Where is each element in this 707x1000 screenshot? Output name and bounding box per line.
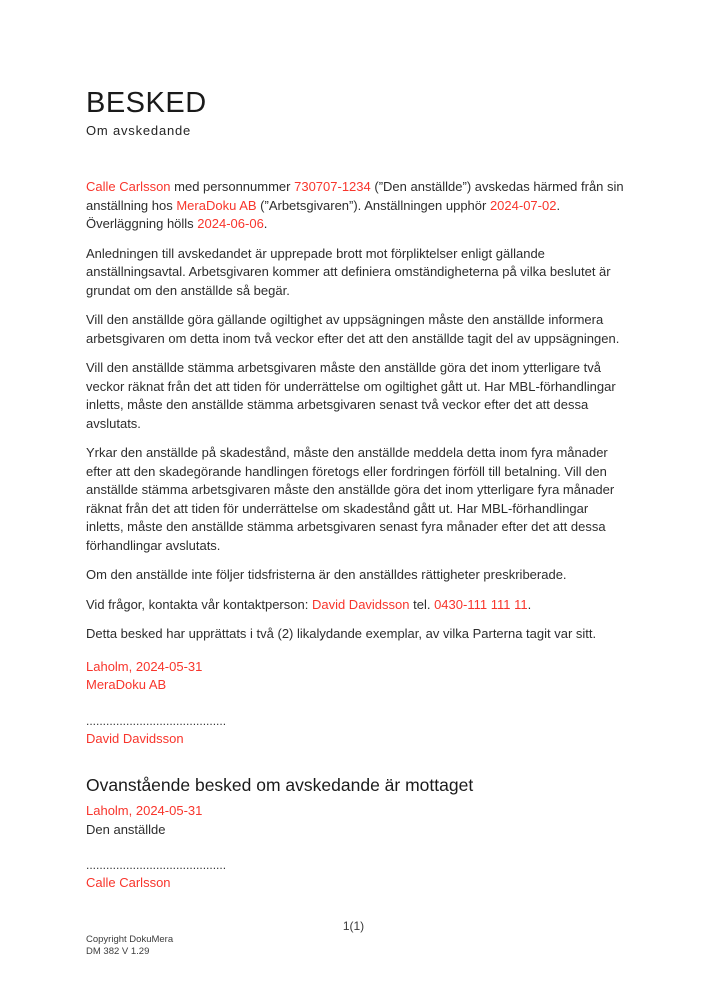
receipt-role-label: Den anställde <box>86 821 166 837</box>
text-segment: Vid frågor, kontakta vår kontaktperson: <box>86 596 312 612</box>
text-segment: . <box>527 596 532 612</box>
receipt-signatory-name: Calle Carlsson <box>86 875 171 890</box>
consultation-date: 2024-06-06 <box>197 216 264 231</box>
document-content <box>86 88 628 893</box>
page-number: 1(1) <box>342 919 365 933</box>
signature-line: .......................................... <box>86 713 227 728</box>
receipt-signature-line: .......................................... <box>86 858 227 872</box>
signatory-name: David Davidsson <box>86 730 184 746</box>
paragraph-reason: Anledningen till avskedandet är upprepade brott mot förpliktelser enligt gällande anställningsavtal. Arbetsgivaren kommer att definiera omständigheterna på vilka beslutet är grundat om den anställde så begär. <box>86 245 611 298</box>
text-segment: . <box>263 216 268 231</box>
signature-place-date: Laholm, 2024-05-31 <box>86 658 203 674</box>
text-segment: (”Arbetsgivaren”). Anställningen upphör <box>256 197 490 213</box>
personal-number: 730707-1234 <box>294 179 371 194</box>
employment-end-date: 2024-07-02 <box>489 197 557 213</box>
employer-name: MeraDoku AB <box>176 197 257 213</box>
version-line: DM 382 V 1.29 <box>86 946 150 957</box>
employer-signature-block <box>86 658 628 749</box>
paragraph-damages: Yrkar den anställde på skadestånd, måste den anställde meddela detta inom fyra månader efter att den skadegörande handlingen företogs eller fordringen förföll till betalning. Vill den anställde stämma arbetsgivaren måste den anställde göra det inom ytterligare fyra månader räknat från det att tiden för underrättelse om skadestånd gått ut. Har MBL-förhandlingar inletts, måste den anställde stämma arbetsgivaren senast fyra månader efter det att dessa förhandlingar avslutats. <box>86 445 615 553</box>
text-segment: tel. <box>409 596 435 612</box>
document-subtitle: Om avskedande <box>86 123 192 138</box>
signature-company: MeraDoku AB <box>86 677 167 692</box>
receipt-heading: Ovanstående besked om avskedande är mottaget <box>86 775 474 795</box>
paragraph-invalidity-notice: Vill den anställde göra gällande ogiltighet av uppsägningen måste den anställde informera arbetsgivaren om detta inom två veckor efter det att den anställde tagit del av uppsägningen. <box>86 312 620 346</box>
footer-copyright <box>86 934 173 958</box>
paragraph-copies: Detta besked har upprättats i två (2) likalydande exemplar, av vilka Parterna tagit var sitt. <box>86 626 597 641</box>
document-title: BESKED <box>86 87 207 119</box>
copyright-line: Copyright DokuMera <box>86 934 174 945</box>
employee-name: Calle Carlsson <box>86 179 171 194</box>
text-segment: (”Den anställde”) avskedas härmed från sin anställning hos <box>86 179 624 213</box>
text-segment: . Överläggning hölls <box>86 197 561 231</box>
paragraph-invalidity-lawsuit: Vill den anställde stämma arbetsgivaren måste den anställde göra det inom ytterligare två veckor räknat från det att tiden för underrättelse om ogiltighet gått ut. Har MBL-förhandlingar inletts, måste den anställde stämma arbetsgivaren senast två veckor efter det att dessa avslutats. <box>86 360 616 431</box>
contact-person-name: David Davidsson <box>311 596 410 612</box>
text-segment: med personnummer <box>170 179 295 194</box>
paragraph-preclusion: Om den anställde inte följer tidsfristerna är den anställdes rättigheter preskriberade. <box>86 567 567 582</box>
paragraph-contact <box>86 596 628 615</box>
contact-phone: 0430-111 111 11 <box>434 596 528 612</box>
receipt-place-date: Laholm, 2024-05-31 <box>86 803 203 818</box>
paragraph-intro <box>86 178 628 234</box>
